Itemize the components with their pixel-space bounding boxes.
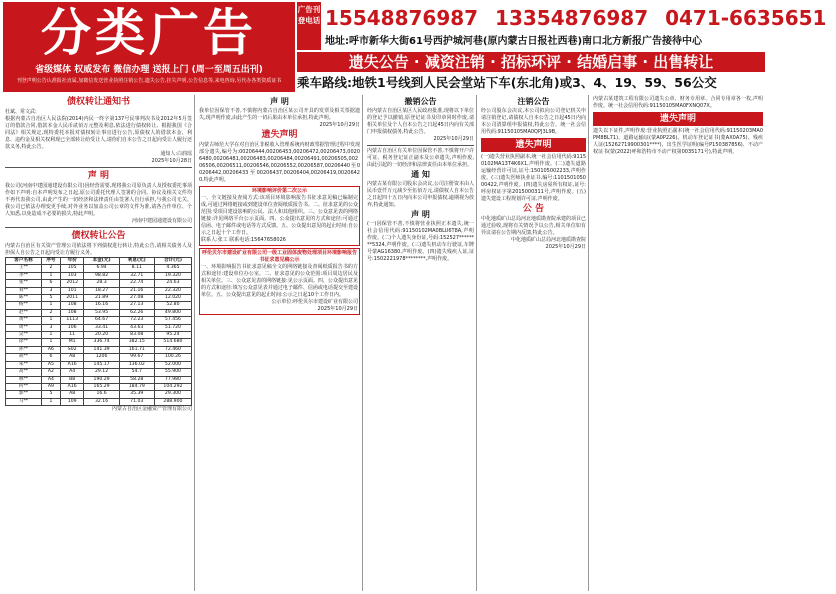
lost-statement-title-3: 遗失声明 bbox=[593, 112, 763, 126]
lost-statement-body: 内蒙古师范大学在对自治区非税收入管理系统内财政票据管理过程中发现部分遗失,编号为:00206444,00206453,00206472,00206473,00206480,00206481,00206483,00206484,00206491,00206505,00206506,00206511,00206546,00206552,00206587,00206440至00206442,00206433至00206437,00206404,00206419,00206420,特此声明。 bbox=[199, 142, 360, 183]
table-header-cell: 合计(元) bbox=[154, 258, 191, 265]
table-cell: 43.63 bbox=[119, 324, 154, 331]
column-3 bbox=[365, 95, 477, 591]
table-cell: 高** bbox=[6, 369, 42, 376]
table-cell: 72.460 bbox=[154, 346, 191, 353]
column-2 bbox=[197, 95, 363, 591]
table-cell: 53.95 bbox=[84, 309, 119, 316]
table-row bbox=[6, 265, 192, 272]
table-cell: 6 bbox=[41, 280, 60, 287]
table-cell: 2011 bbox=[60, 295, 84, 302]
revoke-notice-body: 经内蒙古自治区某区人民政府批准,现将以下单位的登记予以撤销,原登记证书及印章同时作废,请相关单位及个人自本公告之日起45日内向有关部门申报债权债务,特此公告。 bbox=[367, 108, 474, 135]
table-cell: 32.71 bbox=[119, 272, 154, 279]
table-header-cell: 客户名称 bbox=[6, 258, 42, 265]
divider bbox=[5, 227, 192, 228]
statement-title-2: 声 明 bbox=[270, 97, 289, 106]
table-cell: 109 bbox=[60, 398, 84, 405]
table-cell: 106 bbox=[60, 324, 84, 331]
env-notice-2-signer: 公示单位:呼伦贝尔市建设矿业有限公司 bbox=[271, 299, 358, 305]
table-cell: 77.980 bbox=[154, 376, 191, 383]
table-cell: 6 bbox=[41, 354, 60, 361]
statement-title: 声 明 bbox=[87, 171, 110, 181]
table-cell: 3 bbox=[41, 324, 60, 331]
statement-body-3: (一)因保管不善,不慎将营业执照正本遗失,统一社会信用代码:91150102MA0BLU6T8A,声明作废。(二)个人遗失身份证,号码:152527********5324,声明作废。(三)遗失机动车行驶证,车牌号蒙AG16380,声明作废。(四)遗失残疾人证,证号:1502221978********,声明作废。 bbox=[367, 221, 474, 262]
table-cell: 32.16 bbox=[84, 398, 119, 405]
table-cell: 184.79 bbox=[119, 383, 154, 390]
table-cell: 11 bbox=[60, 332, 84, 339]
table-cell: 22.74 bbox=[119, 280, 154, 287]
table-cell: 徐** bbox=[6, 339, 42, 346]
table-row bbox=[6, 272, 192, 279]
table-cell: 马** bbox=[6, 398, 42, 405]
env-notice-2-title: 呼伦贝尔市建设矿业有限公司一级工业固体废物处理项目环境影响报告书征求意见稿公示 bbox=[201, 250, 357, 263]
column-5 bbox=[591, 95, 765, 591]
env-notice-body: 一、全文链接及查阅方式:该项目环境影响报告书征求意见稿已编制完成,可通过网络链接或到建设单位查阅纸质报告书。二、征求意见的公众范围:受项目建设影响的公民、法人和其他组织。三、公众意见表的网络链接:详见网络平台公示页面。四、公众提出意见的方式和途径:可通过信函、电子邮件或电话等方式反馈。五、公众提出意见的起止时间:自公示之日起十个工作日。 bbox=[201, 195, 358, 236]
table-cell: 105 bbox=[60, 265, 84, 272]
table-cell: 62.26 bbox=[119, 309, 154, 316]
table-row bbox=[6, 295, 192, 302]
table-cell: 1 bbox=[41, 302, 60, 309]
divider bbox=[5, 167, 192, 168]
table-cell: 16.16 bbox=[84, 302, 119, 309]
table-cell: 18.27 bbox=[84, 287, 119, 294]
table-cell: 5 bbox=[41, 391, 60, 398]
statement-title-3: 声 明 bbox=[411, 210, 430, 219]
table-cell: 22.320 bbox=[154, 287, 191, 294]
brand-subline: 刊登声明公告认准报社直属,加微信发送营业执照注销公告,遗失公告,挂失声明,公告信息等,来电咨询,另代办各类资质证书 bbox=[16, 78, 282, 84]
table-row bbox=[6, 383, 192, 390]
table-cell: 16.6 bbox=[84, 391, 119, 398]
statement-body-2: 我单位因保管不善,不慎将内蒙古自治区某公司开具的发票及相关票据遗失,现声明作废,由此产生的一切后果由本单位承担,特此声明。 bbox=[199, 108, 360, 121]
table-cell: 刘** bbox=[6, 287, 42, 294]
table-cell: 李** bbox=[6, 272, 42, 279]
table-cell: 33.41 bbox=[84, 324, 119, 331]
transit-route: 乘车路线:地铁1号线到人民会堂站下车(东北角)或3、4、19、59、56公交 bbox=[297, 75, 717, 90]
dereg-notice-title: 注销公告 bbox=[517, 97, 550, 106]
table-cell: 林** bbox=[6, 376, 42, 383]
table-cell: B8 bbox=[60, 376, 84, 383]
announcement-signer: 中化地质矿山总局河北地质勘查院 bbox=[510, 237, 586, 243]
table-cell: 1 bbox=[41, 339, 60, 346]
table-cell: 12.020 bbox=[154, 295, 191, 302]
table-row bbox=[6, 369, 192, 376]
table-cell: 141.39 bbox=[84, 346, 119, 353]
debt-table-footer: 内蒙古自治区金融资产管理有限公司 bbox=[111, 406, 192, 413]
table-cell: 28.3 bbox=[84, 280, 119, 287]
service-banner: 遗失公告 · 减资注销 · 招标环评 · 结婚启事 · 出售转让 bbox=[297, 52, 765, 72]
table-cell: 288.900 bbox=[154, 398, 191, 405]
table-cell: 136.02 bbox=[119, 361, 154, 368]
phone-1[interactable]: 15548876987 bbox=[325, 6, 479, 30]
brand-title: 分类广告 bbox=[41, 3, 257, 62]
notice-title: 通 知 bbox=[411, 170, 430, 179]
table-cell: 张** bbox=[6, 280, 42, 287]
table-cell: 27.08 bbox=[119, 295, 154, 302]
table-header-cell: 年份 bbox=[60, 258, 84, 265]
table-cell: A8 bbox=[60, 391, 84, 398]
table-cell: 514.680 bbox=[154, 339, 191, 346]
column-4 bbox=[479, 95, 589, 591]
table-row bbox=[6, 376, 192, 383]
phone-2[interactable]: 13354876987 bbox=[495, 6, 649, 30]
table-row bbox=[6, 391, 192, 398]
table-cell: 108 bbox=[60, 309, 84, 316]
column-1 bbox=[3, 95, 195, 591]
table-cell: 吴** bbox=[6, 332, 42, 339]
table-cell: 杨** bbox=[6, 302, 42, 309]
table-cell: 58.28 bbox=[119, 376, 154, 383]
table-cell: 101 bbox=[60, 287, 84, 294]
env-notice-2-date: 2025年10月29日 bbox=[317, 306, 358, 312]
table-cell: 336.74 bbox=[84, 339, 119, 346]
table-cell: 19.320 bbox=[154, 272, 191, 279]
table-cell: 郭** bbox=[6, 391, 42, 398]
table-cell: A8 bbox=[60, 354, 84, 361]
table-cell: 108 bbox=[60, 302, 84, 309]
table-cell: 29.12 bbox=[84, 369, 119, 376]
table-cell: A16 bbox=[60, 361, 84, 368]
table-cell: 5 bbox=[41, 295, 60, 302]
debt-table-title: 债权转让公告 bbox=[71, 231, 126, 241]
debt-notice-date: 2025年10月28日 bbox=[151, 158, 192, 164]
env-notice-2-body: 一、环境影响报告书征求意见稿全文的网络链接及查阅纸质报告书的方式和途径:建设单位办公室。二、征求意见的公众范围:项目周边居民及相关单位。三、公众意见表的网络链接:见公示页面。四、公众提出意见的方式和途径:填写公众意见表并通过电子邮件、信函或电话提交至建设单位。五、公众提出意见的起止时间:公示之日起10个工作日内。 bbox=[201, 264, 358, 298]
table-cell: M1 bbox=[60, 339, 84, 346]
table-cell: 3 bbox=[41, 287, 60, 294]
table-cell: 64.67 bbox=[84, 317, 119, 324]
table-cell: 165.29 bbox=[84, 383, 119, 390]
table-cell: 1 bbox=[41, 272, 60, 279]
table-cell: 98.82 bbox=[84, 272, 119, 279]
table-cell: 1113 bbox=[60, 317, 84, 324]
table-cell: 29.300 bbox=[154, 391, 191, 398]
debt-notice-title: 债权转让通知书 bbox=[66, 97, 130, 107]
table-cell: 71.03 bbox=[119, 398, 154, 405]
table-cell: 190.29 bbox=[84, 376, 119, 383]
table-cell: 2 bbox=[41, 265, 60, 272]
statement-body: 我公司(河南中建园通建设有限公司)因经营需要,现将我公司原负责人及授权委托事项作如下声明:自本声明发布之日起,原公司委托代理人签署的合同、协议及相关文件均不再代表我公司,由此产生的一切经济和法律责任由签署人自行承担,与我公司无关。我公司已依法办理变更手续,对外业务以加盖公司公章的文件为准,请各合作单位、个人知悉,以免造成不必要的损失,特此声明。 bbox=[5, 183, 192, 217]
divider bbox=[367, 145, 474, 146]
lost-statement-body-2: (一)遗失营业执照副本,统一社会信用代码:91150102MA13T4K6X1,声明作废。(二)遗失道路运输经营许可证,证号:150105002233,声明作废。(三)遗失医师执业证书,编号:110150105000422,声明作废。(四)遗失房屋所有权证,证号:呼房权证字第2015000311号,声明作废。(五)遗失建设工程规划许可证,声明作废。 bbox=[481, 154, 586, 202]
env-notice-title: 环境影响评价第二次公示 bbox=[251, 188, 307, 194]
table-cell: 王** bbox=[6, 265, 42, 272]
table-cell: 1 bbox=[41, 332, 60, 339]
table-cell: 382.15 bbox=[119, 339, 154, 346]
table-cell: 2012 bbox=[60, 280, 84, 287]
lost-statement-title-2: 遗失声明 bbox=[481, 138, 586, 152]
table-cell: A6 bbox=[41, 346, 60, 353]
table-cell: 104.292 bbox=[154, 383, 191, 390]
env-notice-box bbox=[199, 186, 360, 246]
table-cell: 103 bbox=[60, 272, 84, 279]
table-cell: 6.94 bbox=[84, 265, 119, 272]
table-row bbox=[6, 287, 192, 294]
table-cell: 21.16 bbox=[119, 287, 154, 294]
table-row bbox=[6, 324, 192, 331]
table-row bbox=[6, 398, 192, 405]
table-cell: 100.26 bbox=[154, 354, 191, 361]
table-cell: A4 bbox=[60, 369, 84, 376]
brand-block bbox=[3, 2, 295, 92]
table-cell: 51.720 bbox=[154, 324, 191, 331]
seal-lost-body: 内蒙古某建筑工程有限公司遗失公章、财务专用章、合同专用章各一枚,声明作废。统一社会信用代码:91150105MA0FXNQ07X。 bbox=[593, 96, 763, 109]
table-cell: 黄** bbox=[6, 317, 42, 324]
table-cell: 55.900 bbox=[154, 369, 191, 376]
debt-notice-body: 根据内蒙古自治区人民法院(2014)内民一终字第137号民事判决书及2012年5月签订的借款合同,借款本金人民币贰佰万元整及利息,依法进行债权转让。根据我国《合同法》相关规定,现特委托本报对债权转让事宜进行公告,原债权人的借款本金、利息、违约金及相关权利现已全部转让给受让人,请你们自本公告之日起向受让人履行还款义务,特此公告。 bbox=[5, 116, 192, 150]
table-cell: 99.67 bbox=[119, 354, 154, 361]
notice-body: 内蒙古某有限公司股东会决议,公司注册资本由人民币壹仟万元减少至伍佰万元,请债权人自本公告之日起四十五日内向本公司申报债权,逾期视为放弃,特此通知。 bbox=[367, 181, 474, 208]
table-cell: 20.20 bbox=[84, 332, 119, 339]
table-header-cell: 利息(元) bbox=[119, 258, 154, 265]
table-row bbox=[6, 339, 192, 346]
table-row bbox=[6, 346, 192, 353]
lost-statement-title: 遗失声明 bbox=[261, 130, 298, 140]
table-row bbox=[6, 332, 192, 339]
hotline-label: 广告刊登电话 bbox=[297, 2, 321, 50]
table-cell: A5 bbox=[41, 361, 60, 368]
table-row bbox=[6, 309, 192, 316]
table-row bbox=[6, 317, 192, 324]
table-cell: 孙** bbox=[6, 346, 42, 353]
table-cell: 8.11 bbox=[119, 265, 154, 272]
table-cell: 朱** bbox=[6, 361, 42, 368]
table-header-cell: 序号 bbox=[41, 258, 60, 265]
table-cell: 27.13 bbox=[119, 302, 154, 309]
table-cell: 52.80 bbox=[154, 302, 191, 309]
table-cell: 72.23 bbox=[119, 317, 154, 324]
revoke-notice-title: 撤销公告 bbox=[404, 97, 437, 106]
announcement-body: 中化地质矿山总局河北地质勘查院承建的项目已通过验收,现将有关情况予以公告,相关单位如有异议请在公告期内反馈,特此公告。 bbox=[481, 216, 587, 236]
table-row bbox=[6, 361, 192, 368]
table-cell: 54.7 bbox=[119, 369, 154, 376]
table-cell: 52.000 bbox=[154, 361, 191, 368]
table-cell: A2 bbox=[41, 369, 60, 376]
table-cell: 83.08 bbox=[119, 332, 154, 339]
lost-statement-body-3: 遗失以下证件,声明作废:营业执照正副本(统一社会信用代码:91150203MA0PM8BL71)、道路运输证(蒙A0P226)、机动车登记证书(蒙AX0A75)、残疾人证(15262719900301****)、出生医学证明(编号P150387856)、不动产权证书(蒙(2022)呼和浩特市不动产权第0035171号),特此声明。 bbox=[593, 128, 763, 155]
table-cell: 2 bbox=[41, 309, 60, 316]
table-cell: 145.17 bbox=[84, 361, 119, 368]
debt-notice-signer: 通知人:白润瑶 bbox=[160, 151, 192, 157]
brand-slogan: 省级媒体 权威发布 微信办理 送报上门 (周一至周五出刊) bbox=[35, 65, 263, 75]
announcement-title: 公 告 bbox=[522, 204, 545, 214]
table-cell: 4.365 bbox=[154, 265, 191, 272]
statement-signer: 河南中建园通建设有限公司 bbox=[131, 218, 192, 224]
debt-table-intro: 内蒙古自治区有关资产管理公司依法将下列债权进行转让,特此公告,请相关债务人及担保人自公告之日起向受让方履行义务。 bbox=[5, 243, 192, 256]
table-cell: 57.456 bbox=[154, 317, 191, 324]
debt-notice-recipient: 杜斌、常文武: bbox=[5, 109, 37, 115]
env-notice-contact: 联系人:张工 联系电话:15647658026 bbox=[201, 237, 286, 243]
table-cell: 21.89 bbox=[84, 295, 119, 302]
phone-3[interactable]: 0471-6635651 bbox=[665, 6, 827, 30]
statement-date-2: 2025年10月29日 bbox=[319, 122, 360, 128]
table-cell: 161.71 bbox=[119, 346, 154, 353]
table-cell: 95.24 bbox=[154, 332, 191, 339]
debt-table bbox=[5, 257, 192, 406]
table-cell: 24.63 bbox=[154, 280, 191, 287]
table-cell: A9 bbox=[41, 383, 60, 390]
table-cell: S02 bbox=[60, 346, 84, 353]
table-cell: A16 bbox=[60, 383, 84, 390]
table-cell: 1 bbox=[41, 398, 60, 405]
env-notice-box-2 bbox=[199, 248, 360, 315]
lost-notice-body: 内蒙古自治区有关单位因保管不善,不慎将开户许可证、税务登记证正副本及公章遗失,声明作废,由此引起的一切经济和法律责任由本单位承担。 bbox=[367, 148, 474, 168]
address: 地址:呼市新华大街61号西护城河巷(原内蒙古日报社西巷)南口北方新报广告接待中心 bbox=[325, 36, 703, 47]
revoke-notice-date: 2025年10月29日 bbox=[433, 136, 474, 142]
table-cell: 赵** bbox=[6, 309, 42, 316]
table-cell: A4 bbox=[41, 376, 60, 383]
table-cell: 49.800 bbox=[154, 309, 191, 316]
phone-numbers bbox=[325, 4, 827, 32]
announcement-date: 2025年10月29日 bbox=[545, 244, 586, 250]
table-cell: 何** bbox=[6, 383, 42, 390]
table-row bbox=[6, 302, 192, 309]
table-cell: 35.39 bbox=[119, 391, 154, 398]
table-cell: 陈** bbox=[6, 295, 42, 302]
table-cell: 胡** bbox=[6, 354, 42, 361]
table-cell: 周** bbox=[6, 324, 42, 331]
table-row bbox=[6, 280, 192, 287]
dereg-notice-body: 经公司股东会决议,本公司拟向公司登记机关申请注销登记,请债权人自本公告之日起45日内向本公司清算组申报债权,特此公告。统一社会信用代码:91150105MA0QPJ3L9B。 bbox=[481, 108, 586, 135]
table-row bbox=[6, 354, 192, 361]
table-cell: 1 bbox=[41, 317, 60, 324]
table-cell: 1206 bbox=[84, 354, 119, 361]
table-header-cell: 本金(元) bbox=[84, 258, 119, 265]
